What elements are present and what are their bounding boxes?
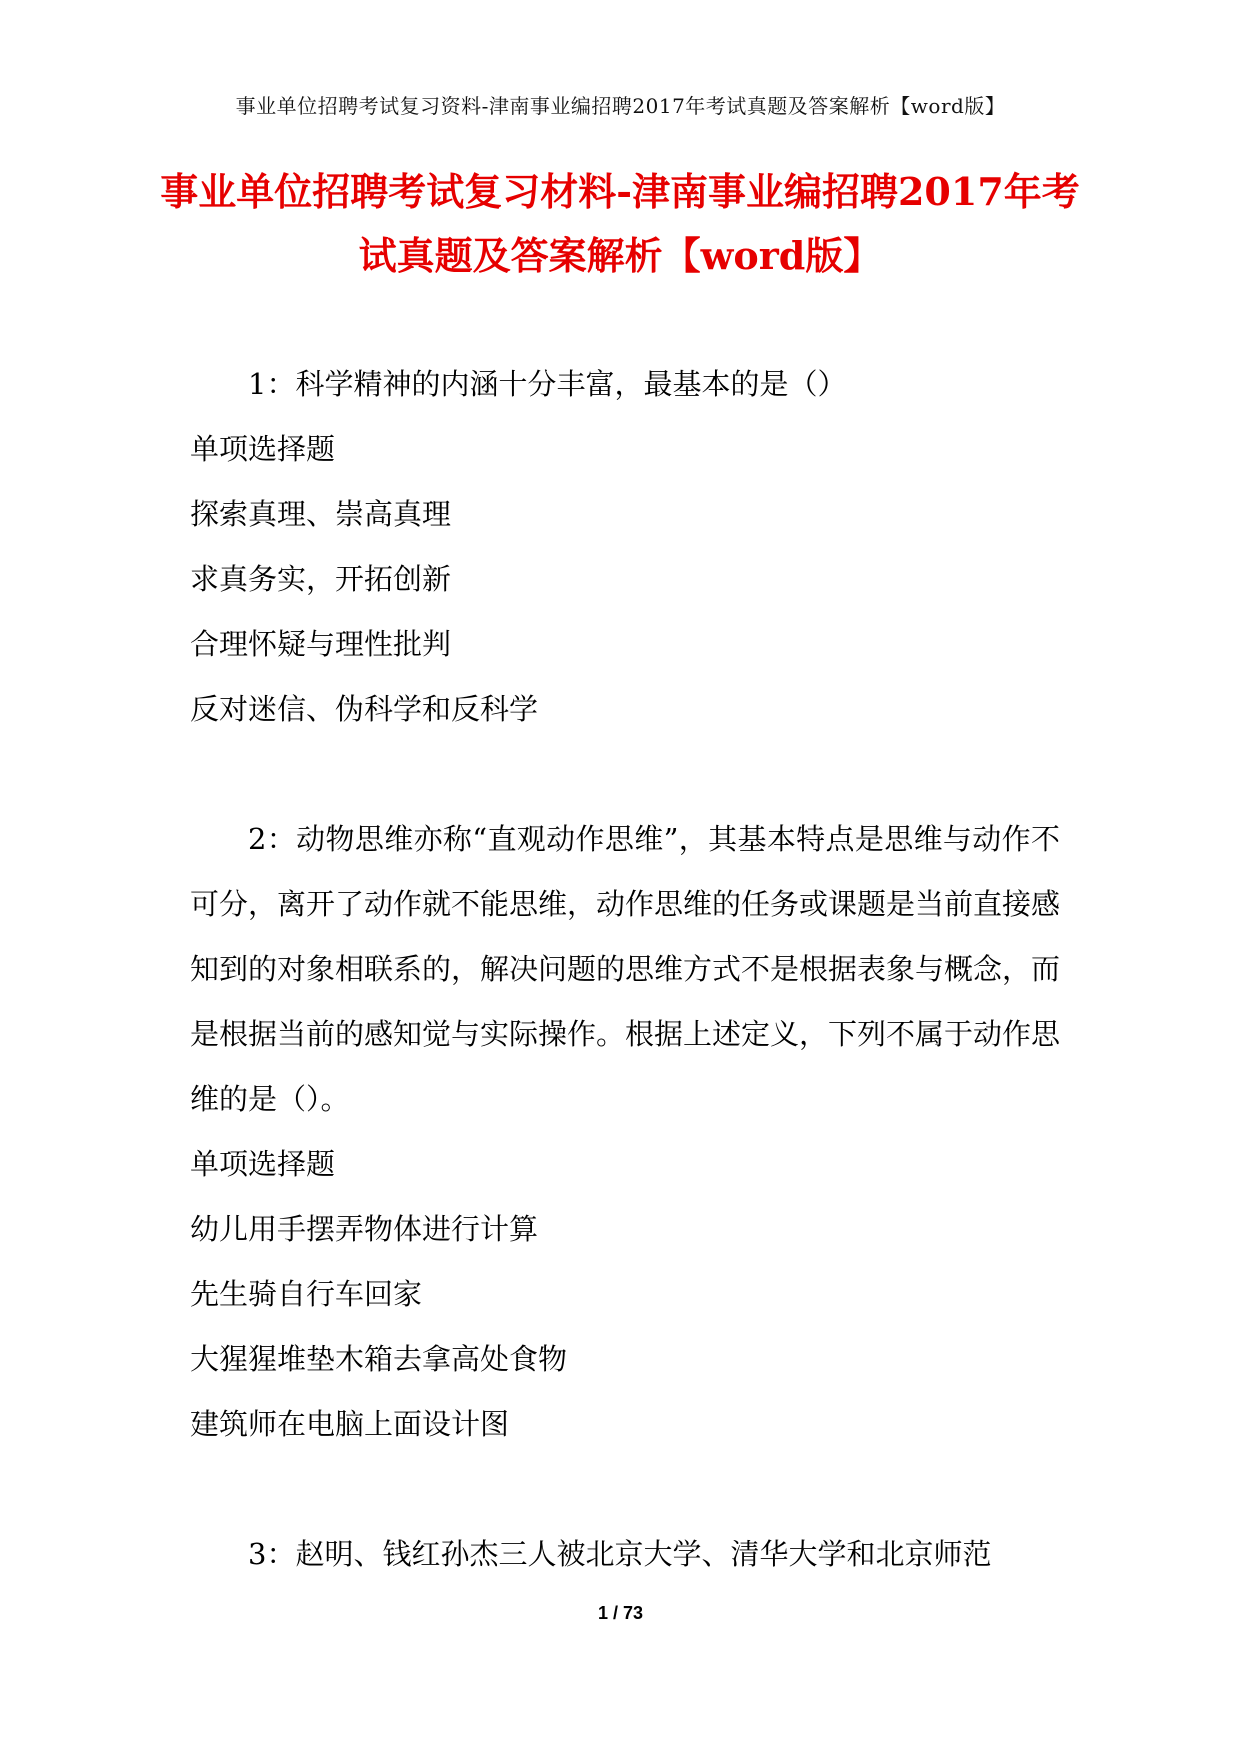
question-3	[190, 1522, 1060, 1587]
spacer	[190, 1457, 1060, 1522]
spacer	[190, 742, 1060, 807]
question-stem: 2：动物思维亦称“直观动作思维”，其基本特点是思维与动作不可分，离开了动作就不能思维，动作思维的任务或课题是当前直接感知到的对象相联系的，解决问题的思维方式不是根据表象与概念，而是根据当前的感知觉与实际操作。根据上述定义，下列不属于动作思维的是（）。	[190, 822, 1061, 1116]
document-title: 事业单位招聘考试复习材料-津南事业编招聘2017年考试真题及答案解析【word版】	[160, 169, 1080, 278]
option-b: 求真务实，开拓创新	[190, 562, 452, 596]
question-2	[190, 807, 1060, 1457]
question-stem: 1：科学精神的内涵十分丰富，最基本的是（）	[248, 367, 847, 401]
question-type: 单项选择题	[190, 432, 336, 466]
question-type: 单项选择题	[190, 1147, 336, 1181]
page-number: 1 / 73	[597, 1603, 644, 1623]
question-stem: 3：赵明、钱红孙杰三人被北京大学、清华大学和北京师范	[248, 1537, 992, 1571]
option-c: 大猩猩堆垫木箱去拿高处食物	[190, 1342, 568, 1376]
option-d: 建筑师在电脑上面设计图	[190, 1407, 510, 1441]
document-body	[190, 352, 1060, 1587]
option-b: 先生骑自行车回家	[190, 1277, 423, 1311]
option-d: 反对迷信、伪科学和反科学	[190, 692, 539, 726]
option-a: 幼儿用手摆弄物体进行计算	[190, 1212, 539, 1246]
running-header: 事业单位招聘考试复习资料-津南事业编招聘2017年考试真题及答案解析【word版】	[235, 94, 1006, 118]
option-a: 探索真理、崇高真理	[190, 497, 452, 531]
question-1	[190, 352, 1060, 742]
option-c: 合理怀疑与理性批判	[190, 627, 452, 661]
